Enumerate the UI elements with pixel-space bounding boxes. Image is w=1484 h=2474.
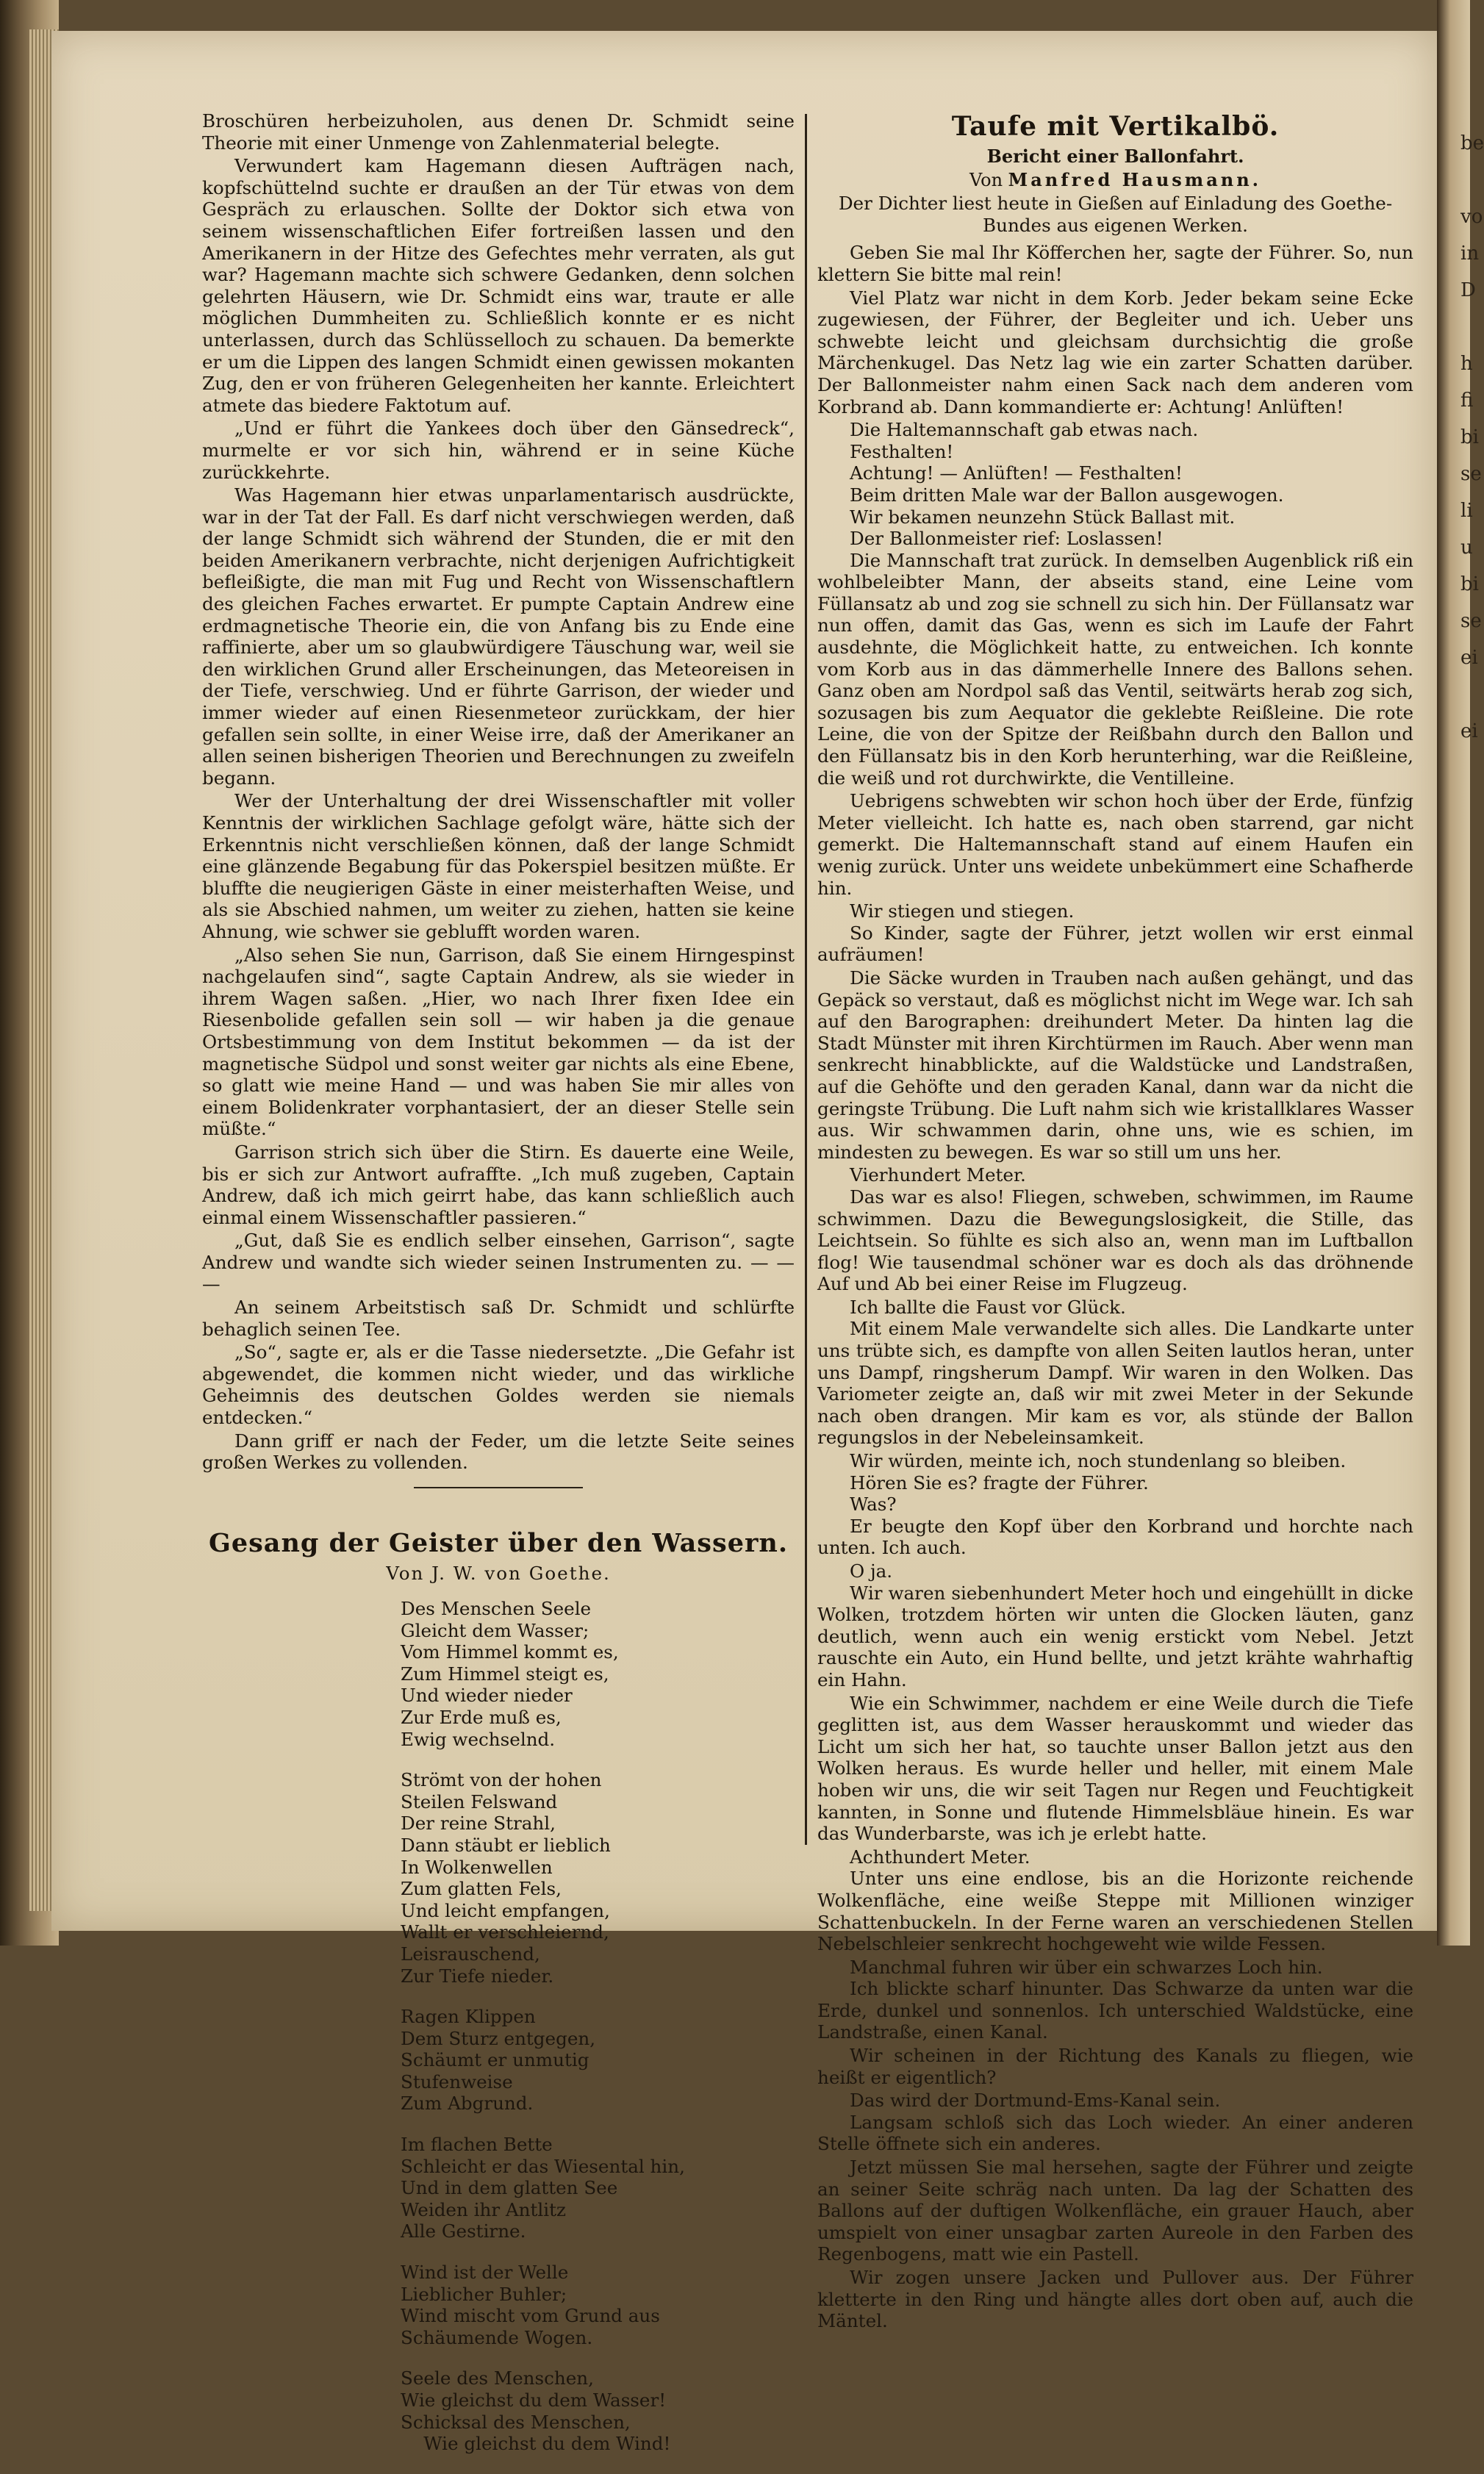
paragraph: Dann griff er nach der Feder, um die letzte Seite seines großen Werkes zu vollenden.: [202, 1430, 795, 1474]
dialogue-line: Wir stiegen und stiegen.: [850, 900, 1075, 922]
paragraph: Ich blickte scharf hinunter. Das Schwarze da unten war die Erde, dunkel und sonnenlos. Ich unterschied Waldstücke, eine Landstraße, einen Kanal.: [817, 1978, 1413, 2043]
poem-line: Gleicht dem Wasser;: [401, 1619, 589, 1641]
paragraph: Die Mannschaft trat zurück. In demselben Augenblick riß ein wohlbeleibter Mann, der abseits stand, eine Leine vom Füllansatz ab und zog sie schnell zu sich hin. Der Füllansatz war nun offen, damit das Gas, wenn es sich im Laufe der Fahrt ausdehnte, die Möglichkeit hatte, zu entweichen. Ich konnte vom Korb aus in das dämmerhelle Innere des Ballons sehen. Ganz oben am Nordpol saß das Ventil, seitwärts herab zog sich, sozusagen bis zum Aequator die geklebte Reißleine. Die rote Leine, die von der Spitze der Reißbahn durch den Ballon und den Füllansatz bis in den Korb herunterhing, war die Reißleine, die weiß und rot durchwirkte, die Ventilleine.: [817, 549, 1413, 789]
paragraph: Unter uns eine endlose, bis an die Horizonte reichende Wolkenfläche, eine weiße Steppe mit Millionen winziger Schattenbuckeln. In der Ferne waren an verschiedenen Stellen Nebelschleier senkrecht hochgeweht wie wilde Fessen.: [817, 1868, 1413, 1955]
fragment: be: [1460, 132, 1484, 154]
byline-prefix: Von: [969, 169, 1003, 190]
dialogue-line: Manchmal fuhren wir über ein schwarzes Loch hin.: [850, 1956, 1323, 1978]
paragraph: „So“, sagte er, als er die Tasse niedersetzte. „Die Gefahr ist abgewendet, die kommen nicht wieder, und das wirkliche Geheimnis des deutschen Goldes werden sie niemals entdecken.“: [202, 1341, 795, 1429]
article-title: Taufe mit Vertikalbö.: [951, 111, 1280, 142]
article-byline: [817, 169, 1413, 192]
fragment: [1460, 676, 1471, 713]
poem-body: [202, 1598, 795, 2455]
paragraph: Wir waren siebenhundert Meter hoch und eingehüllt in dicke Wolken, trotzdem hörten wir unten die Glocken läuten, ganz deutlich, wenn auch ein wenig erstickt vom Nebel. Jetzt rauschte ein Auto, ein Hund bellte, und jetzt krähte wahrhaftig ein Hahn.: [817, 1582, 1413, 1690]
poem-line: Weiden ihr Antlitz: [401, 2198, 566, 2220]
fragment: fi: [1460, 390, 1474, 412]
poem-line: Schäumende Wogen.: [401, 2326, 593, 2348]
paragraph: „Und er führt die Yankees doch über den Gänsedreck“, murmelte er vor sich hin, während er in seine Küche zurückkehrte.: [202, 417, 795, 483]
poem-line: Und leicht empfangen,: [401, 1899, 610, 1921]
poem-line: Zur Erde muß es,: [401, 1706, 562, 1728]
fragment: ei: [1460, 720, 1478, 742]
fragment: se: [1460, 610, 1482, 632]
fragment: vo: [1460, 206, 1483, 228]
poem-line: Steilen Felswand: [401, 1790, 558, 1813]
dialogue-line: Das wird der Dortmund-Ems-Kanal sein.: [850, 2090, 1221, 2112]
fragment: D: [1460, 279, 1476, 301]
poem-line: Strömt von der hohen: [401, 1769, 602, 1791]
poem-line: In Wolkenwellen: [401, 1856, 553, 1878]
left-column: [202, 110, 795, 2474]
paragraph: Langsam schloß sich das Loch wieder. An einer anderen Stelle öffnete sich ein anderes.: [817, 2111, 1413, 2155]
left-story-text: [202, 110, 795, 1474]
poem-line: Und wieder nieder: [401, 1685, 573, 1707]
column-divider: [805, 114, 807, 1845]
poem-line: Wind ist der Welle: [401, 2262, 569, 2284]
paragraph: Verwundert kam Hagemann diesen Aufträgen nach, kopfschüttelnd suchte er draußen an der Tür etwas von dem Gespräch zu erlauschen. Sollte der Doktor sich etwa von seinem wissenschaftlichen Eifer fortreißen lassen und den Amerikanern in der Hitze des Gefechtes mehr verraten, als gut war? Hagemann machte sich schwere Gedanken, denn solchen gelehrten Häusern, wie Dr. Schmidt eins war, traute er alle möglichen Dummheiten zu. Schließlich konnte er es nicht unterlassen, durch das Schlüsselloch zu schauen. Da bemerkte er um die Lippen des langen Schmidt einen gewissen mokanten Zug, den er von früheren Gelegenheiten her kannte. Erleichtert atmete das biedere Faktotum auf.: [202, 155, 795, 416]
fragment: li: [1460, 500, 1473, 522]
article-subtitle: Bericht einer Ballonfahrt.: [986, 146, 1244, 167]
paragraph: Uebrigens schwebten wir schon hoch über der Erde, fünfzig Meter vielleicht. Ich hatte es, nach oben starrend, gar nicht gemerkt. Die Haltemannschaft stand auf einem Haufen ein wenig zurück. Unter uns weidete unbekümmert eine Schafherde hin.: [817, 790, 1413, 899]
paragraph: Wir zogen unsere Jacken und Pullover aus. Der Führer kletterte in den Ring und hängte alles dort oben auf, auch die Mäntel.: [817, 2267, 1413, 2332]
dialogue-line: O ja.: [850, 1560, 893, 1582]
poem-line: Dann stäubt er lieblich: [401, 1834, 611, 1856]
dialogue-line: Vierhundert Meter.: [850, 1164, 1026, 1186]
fragment: h: [1460, 353, 1473, 375]
poem-stanza: [202, 2262, 795, 2348]
poem-line: Schäumt er unmutig: [401, 2049, 589, 2071]
fragment: bi: [1460, 573, 1479, 595]
poem-line: Im flachen Bette: [401, 2134, 553, 2156]
poem-line: Wie gleichst du dem Wasser!: [401, 2389, 667, 2411]
paragraph: Wir scheinen in der Richtung des Kanals zu fliegen, wie heißt er eigentlich?: [817, 2045, 1413, 2088]
paragraph: Die Säcke wurden in Trauben nach außen gehängt, und das Gepäck so verstaut, daß es möglichst nicht im Wege war. Ich sah auf den Barographen: dreihundert Meter. Da hinten lag die Stadt Münster mit ihren Kirchtürmen im Rauch. Aber wenn man senkrecht hinabblickte, auf die Waldstücke und Landstraßen, auf die Gehöfte und den geraden Kanal, dann war da nicht die geringste Trübung. Die Luft nahm sich wie kristallklares Wasser aus. Wir schwammen darin, ohne uns, wie es schien, im mindesten zu bewegen. Es war so still um uns her.: [817, 967, 1413, 1163]
poem-line: Schleicht er das Wiesental hin,: [401, 2155, 685, 2177]
dialogue-line: Wir würden, meinte ich, noch stundenlang so bleiben.: [850, 1450, 1347, 1472]
fragment: [1460, 162, 1471, 198]
poem-line: Der reine Strahl,: [401, 1813, 556, 1835]
poem-line: Des Menschen Seele: [401, 1598, 592, 1619]
poem-title: Gesang der Geister über den Wassern.: [208, 1527, 789, 1558]
paragraph: „Also sehen Sie nun, Garrison, daß Sie einem Hirngespinst nachgelaufen sind“, sagte Captain Andrew, als sie wieder in ihrem Wagen saßen. „Hier, wo nach Ihrer fixen Idee ein Riesenbolide gefallen sein soll — wir haben ja die genaue Ortsbestimmung von dem Institut bekommen — da ist der magnetische Südpol und sonst weiter gar nichts als eine Ebene, so glatt wie meine Hand — und was haben Sie mir alles von einem Bolidenkrater vorphantasiert, der an dieser Stelle sein müßte.“: [202, 944, 795, 1140]
poem-stanza: [202, 1598, 795, 1750]
right-column: [817, 110, 1413, 2334]
fragment: ei: [1460, 647, 1478, 669]
paragraph: Geben Sie mal Ihr Köfferchen her, sagte der Führer. So, nun klettern Sie bitte mal rein!: [817, 242, 1413, 285]
dialogue-line: Beim dritten Male war der Ballon ausgewogen.: [850, 484, 1284, 506]
paragraph: Was Hagemann hier etwas unparlamentarisch ausdrückte, war in der Tat der Fall. Es darf nicht verschwiegen werden, daß der lange Schmidt sich während der Stunden, die er mit den beiden Amerikanern verbrachte, nicht derjenigen Aufrichtigkeit befleißigte, die man mit Fug und Recht von Wissenschaftlern des gleichen Faches erwartet. Er pumpte Captain Andrew eine erdmagnetische Theorie ein, die von Anfang bis zu Ende eine raffinierte, aber um so glaubwürdigere Täuschung war, weil sie den wirklichen Grund aller Erscheinungen, das Meteoreisen in der Tiefe, verschwieg. Und er führte Garrison, der wieder und immer wieder auf einen Riesenmeteor zurückkam, der hier gefallen sein sollte, in einer Weise irre, daß der Amerikaner an allen seinen bisherigen Theorien und Berechnungen zu zweifeln begann.: [202, 484, 795, 789]
poem-line: Leisrauschend,: [401, 1943, 540, 1965]
poem-line: Stufenweise: [401, 2070, 513, 2093]
poem-stanza: [202, 1769, 795, 1987]
paragraph: Mit einem Male verwandelte sich alles. Die Landkarte unter uns trübte sich, es dampfte von allen Seiten lautlos heran, unter uns Dampf, ringsherum Dampf. Wir waren in den Wolken. Das Variometer zeigte an, daß wir mit zwei Meter in der Sekunde nach oben drangen. Mir kam es vor, als stünde der Ballon regungslos in der Nebeleinsamkeit.: [817, 1318, 1413, 1449]
fragment: se: [1460, 463, 1482, 485]
article-author: Manfred Hausmann.: [1008, 168, 1261, 190]
article-body: [817, 242, 1413, 2331]
paragraph: So Kinder, sagte der Führer, jetzt wollen wir erst einmal aufräumen!: [817, 922, 1413, 966]
poem-line: Wind mischt vom Grund aus: [401, 2305, 660, 2327]
poem-line: Zum Abgrund.: [401, 2093, 534, 2115]
dialogue-line: Wir bekamen neunzehn Stück Ballast mit.: [850, 506, 1236, 528]
poem-stanza: [202, 2367, 795, 2454]
paragraph: Garrison strich sich über die Stirn. Es dauerte eine Weile, bis er sich zur Antwort aufraffte. „Ich muß zugeben, Captain Andrew, daß ich mich geirrt habe, das kann schließlich auch einmal einem Wissenschaftler passieren.“: [202, 1141, 795, 1228]
paragraph: Jetzt müssen Sie mal hersehen, sagte der Führer und zeigte an seiner Seite schräg nach unten. Da lag der Schatten des Ballons auf der duftigen Wolkenfläche, ein grauer Hauch, aber umspielt von einer unsagbar zarten Aureole in den Farben des Regenbogens, matt wie ein Pastell.: [817, 2156, 1413, 2265]
paragraph: Das war es also! Fliegen, schweben, schwimmen, im Raume schwimmen. Dazu die Bewegungslosigkeit, die Stille, das Leichtsein. So fühlte es sich also an, wenn man im Luftballon flog! Wie tausendmal schöner war es doch als das dröhnende Auf und Ab bei einer Reise im Flugzeug.: [817, 1186, 1413, 1295]
dialogue-line: Hören Sie es? fragte der Führer.: [850, 1471, 1149, 1494]
dialogue-line: Der Ballonmeister rief: Loslassen!: [850, 528, 1164, 550]
paragraph: Broschüren herbeizuholen, aus denen Dr. Schmidt seine Theorie mit einer Unmenge von Zahlenmaterial belegte.: [202, 110, 795, 154]
poem-line: Zur Tiefe nieder.: [401, 1965, 554, 1987]
poem-line: Wie gleichst du dem Wind!: [401, 2433, 671, 2455]
poem-line: Schicksal des Menschen,: [401, 2411, 631, 2433]
dialogue-line: Festhalten!: [850, 440, 954, 462]
dialogue-line: Achthundert Meter.: [850, 1846, 1030, 1868]
paragraph: „Gut, daß Sie es endlich selber einsehen, Garrison“, sagte Andrew und wandte sich wieder seinen Instrumenten zu. — — —: [202, 1230, 795, 1295]
section-rule: [414, 1487, 583, 1488]
fragment: bi: [1460, 426, 1479, 448]
poem-line: Alle Gestirne.: [401, 2220, 526, 2242]
dialogue-line: Ich ballte die Faust vor Glück.: [850, 1296, 1126, 1318]
poem-line: Zum glatten Fels,: [401, 1878, 562, 1900]
paragraph: Viel Platz war nicht in dem Korb. Jeder bekam seine Ecke zugewiesen, der Führer, der Begleiter und ich. Ueber uns schwebte leicht und gleichsam durchsichtig die große Märchenkugel. Das Netz lag wie ein zarter Schatten darüber. Der Ballonmeister nahm einen Sack nach dem anderen vom Korbrand ab. Dann kommandierte er: Achtung! Anlüften!: [817, 287, 1413, 417]
poem-line: Ewig wechselnd.: [401, 1728, 556, 1750]
fragment: in: [1460, 243, 1480, 265]
fragment: u: [1460, 537, 1473, 559]
paragraph: Wie ein Schwimmer, nachdem er eine Weile durch die Tiefe geglitten ist, aus dem Wasser herauskommt und wieder das Licht um sich her hat, so tauchte unser Ballon jetzt aus den Wolken heraus. Es wurde heller und heller, mit einem Male hoben wir uns, die wir seit Tagen nur Regen und Feuchtigkeit kannten, in Sonne und flutende Himmelsbläue hinein. Es war das Wunderbarste, was ich je erlebt hatte.: [817, 1692, 1413, 1845]
poem-line: Ragen Klippen: [401, 2006, 536, 2028]
poem-line: Lieblicher Buhler;: [401, 2283, 567, 2305]
poem-stanza: [202, 2134, 795, 2242]
adjacent-page-text: [1460, 125, 1484, 750]
paragraph: An seinem Arbeitstisch saß Dr. Schmidt und schlürfte behaglich seinen Tee.: [202, 1297, 795, 1340]
poem-line: Seele des Menschen,: [401, 2367, 594, 2389]
poem-line: Und in dem glatten See: [401, 2177, 618, 2199]
paragraph: Er beugte den Kopf über den Korbrand und horchte nach unten. Ich auch.: [817, 1515, 1413, 1559]
poem-line: Zum Himmel steigt es,: [401, 1663, 609, 1685]
poem-byline: Von J. W. von Goethe.: [386, 1563, 611, 1585]
dialogue-line: Die Haltemannschaft gab etwas nach.: [850, 419, 1199, 441]
dialogue-line: Achtung! — Anlüften! — Festhalten!: [850, 462, 1183, 484]
poem-line: Vom Himmel kommt es,: [401, 1641, 619, 1663]
poem-line: Dem Sturz entgegen,: [401, 2027, 596, 2049]
poem-line: Wallt er verschleiernd,: [401, 1921, 609, 1943]
article-intro: Der Dichter liest heute in Gießen auf Einladung des Goethe-Bundes aus eigenen Werken.: [838, 193, 1393, 236]
poem-stanza: [202, 2006, 795, 2115]
dialogue-line: Was?: [850, 1494, 897, 1516]
fragment: [1460, 309, 1471, 345]
paragraph: Wer der Unterhaltung der drei Wissenschaftler mit voller Kenntnis der wirklichen Sachlage gefolgt wäre, hätte sich der Erkenntnis nicht verschließen können, daß der lange Schmidt eine glänzende Begabung für das Pokerspiel besitzen müßte. Er bluffte die neugierigen Gäste in einer meisterhaften Weise, und als sie Abschied nahmen, um weiter zu ziehen, hatten sie keine Ahnung, wie schwer sie geblufft worden waren.: [202, 790, 795, 942]
